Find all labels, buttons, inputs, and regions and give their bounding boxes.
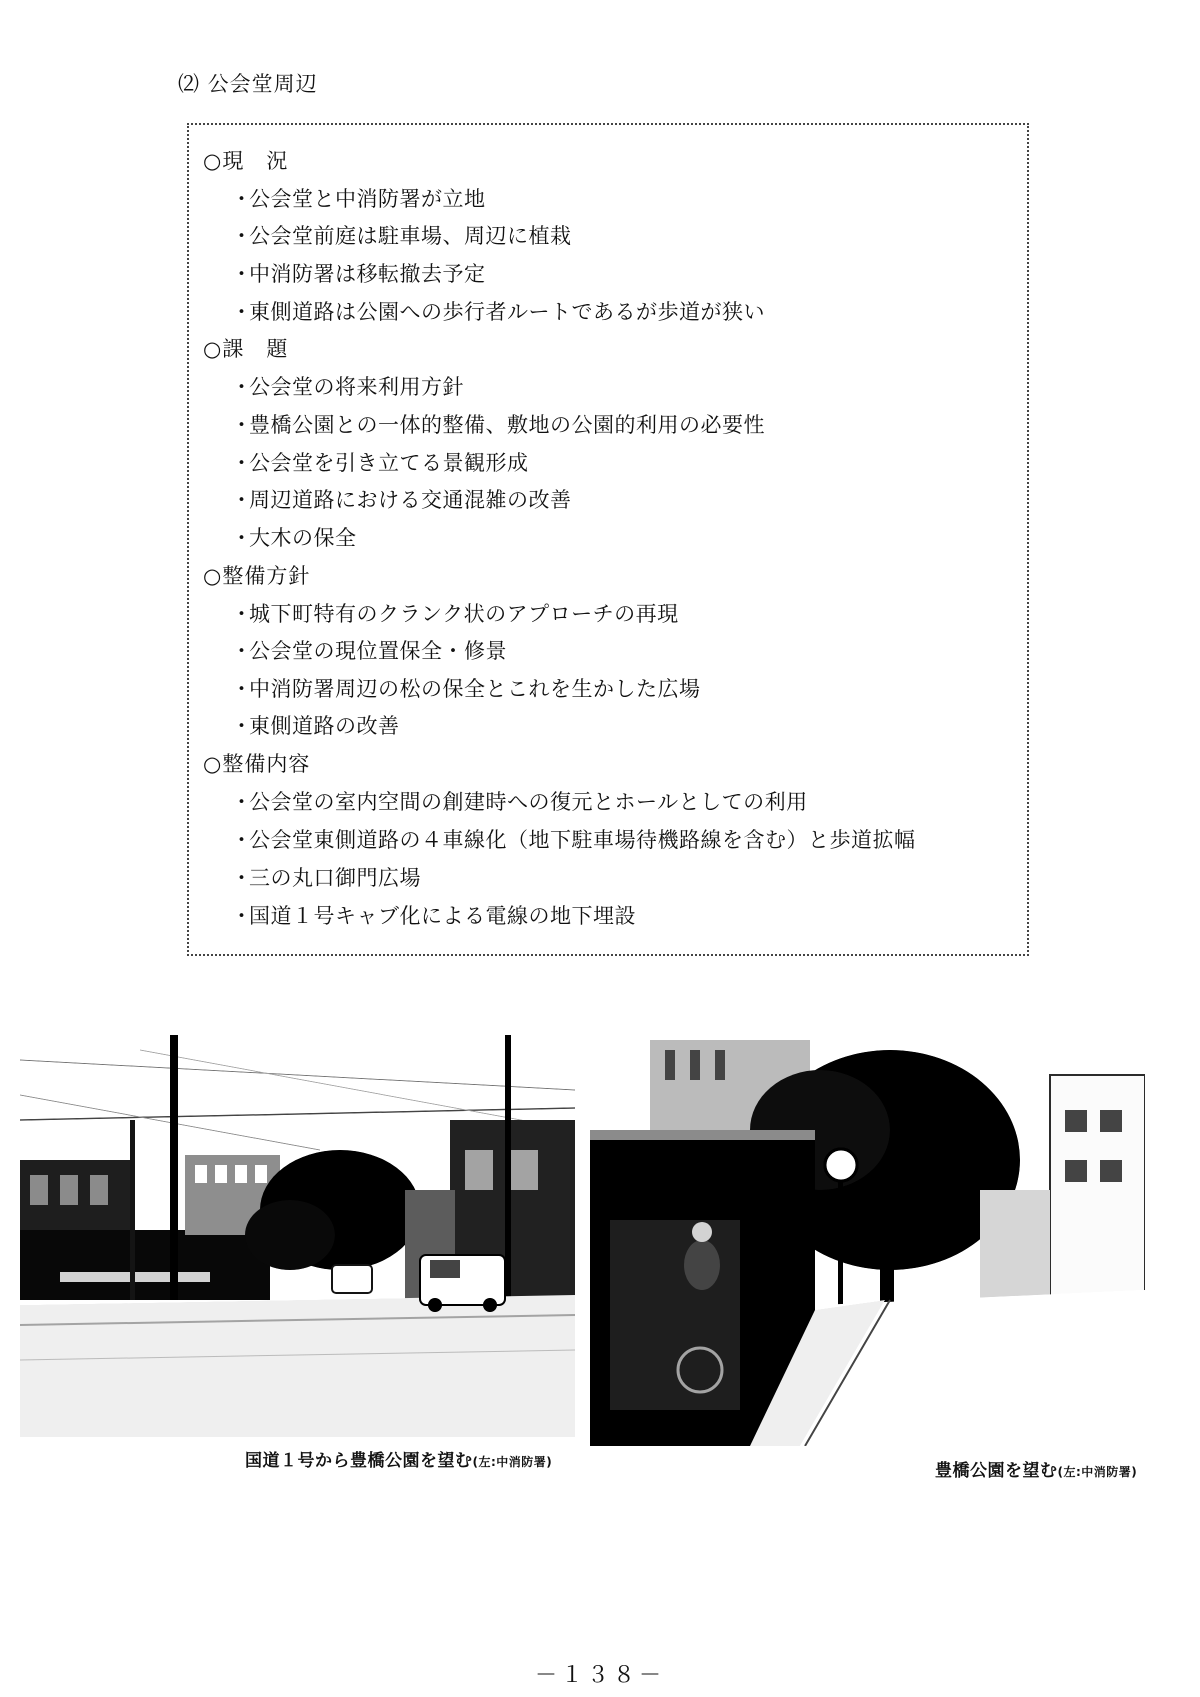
group-heading-contents: ○整備内容 [203, 752, 311, 776]
list-item: ・城下町特有のクランク状のアプローチの再現 [231, 598, 679, 628]
bullet-icon: ・ [231, 677, 253, 701]
list-item: ・公会堂前庭は駐車場、周辺に植栽 [231, 220, 572, 250]
bullet-icon: ・ [231, 866, 253, 890]
list-item: ・中消防署は移転撤去予定 [231, 258, 486, 288]
list-item: ・周辺道路における交通混雑の改善 [231, 484, 572, 514]
bullet-icon: ・ [231, 526, 253, 550]
bullet-icon: ・ [231, 828, 253, 852]
list-item: ・国道１号キャブ化による電線の地下埋設 [231, 900, 636, 930]
photo-park-view [590, 1020, 1145, 1446]
bullet-icon: ・ [231, 262, 253, 286]
list-item: ・公会堂と中消防署が立地 [231, 183, 486, 213]
bullet-icon: ・ [231, 451, 253, 475]
list-item: ・豊橋公園との一体的整備、敷地の公園的利用の必要性 [231, 409, 765, 439]
bullet-icon: ・ [231, 187, 253, 211]
bullet-icon: ・ [231, 300, 253, 324]
photo-caption: 国道１号から豊橋公園を望む(左:中消防署) [245, 1451, 553, 1471]
list-item: ・中消防署周辺の松の保全とこれを生かした広場 [231, 673, 701, 703]
list-item: ・公会堂の室内空間の創建時への復元とホールとしての利用 [231, 786, 808, 816]
page-number: －１３８－ [534, 1663, 665, 1688]
bullet-icon: ・ [231, 639, 253, 663]
section-title: ⑵ 公会堂周辺 [178, 72, 318, 96]
bullet-icon: ・ [231, 904, 253, 928]
list-item: ・三の丸口御門広場 [231, 862, 421, 892]
bullet-icon: ・ [231, 413, 253, 437]
bullet-icon: ・ [231, 714, 253, 738]
bullet-icon: ・ [231, 602, 253, 626]
group-heading-issues: ○課 題 [203, 337, 289, 361]
list-item: ・大木の保全 [231, 522, 357, 552]
photo-caption: 豊橋公園を望む(左:中消防署) [935, 1461, 1138, 1481]
photo-street-view [20, 1020, 575, 1437]
list-item: ・公会堂を引き立てる景観形成 [231, 447, 529, 477]
list-item: ・公会堂の将来利用方針 [231, 371, 464, 401]
bullet-icon: ・ [231, 224, 253, 248]
group-heading-current: ○現 況 [203, 149, 289, 173]
bullet-icon: ・ [231, 790, 253, 814]
group-heading-policy: ○整備方針 [203, 564, 311, 588]
list-item: ・東側道路は公園への歩行者ルートであるが歩道が狭い [231, 296, 765, 326]
bullet-icon: ・ [231, 375, 253, 399]
list-item: ・公会堂の現位置保全・修景 [231, 635, 507, 665]
bullet-icon: ・ [231, 488, 253, 512]
list-item: ・公会堂東側道路の４車線化（地下駐車場待機路線を含む）と歩道拡幅 [231, 824, 916, 854]
list-item: ・東側道路の改善 [231, 710, 400, 740]
